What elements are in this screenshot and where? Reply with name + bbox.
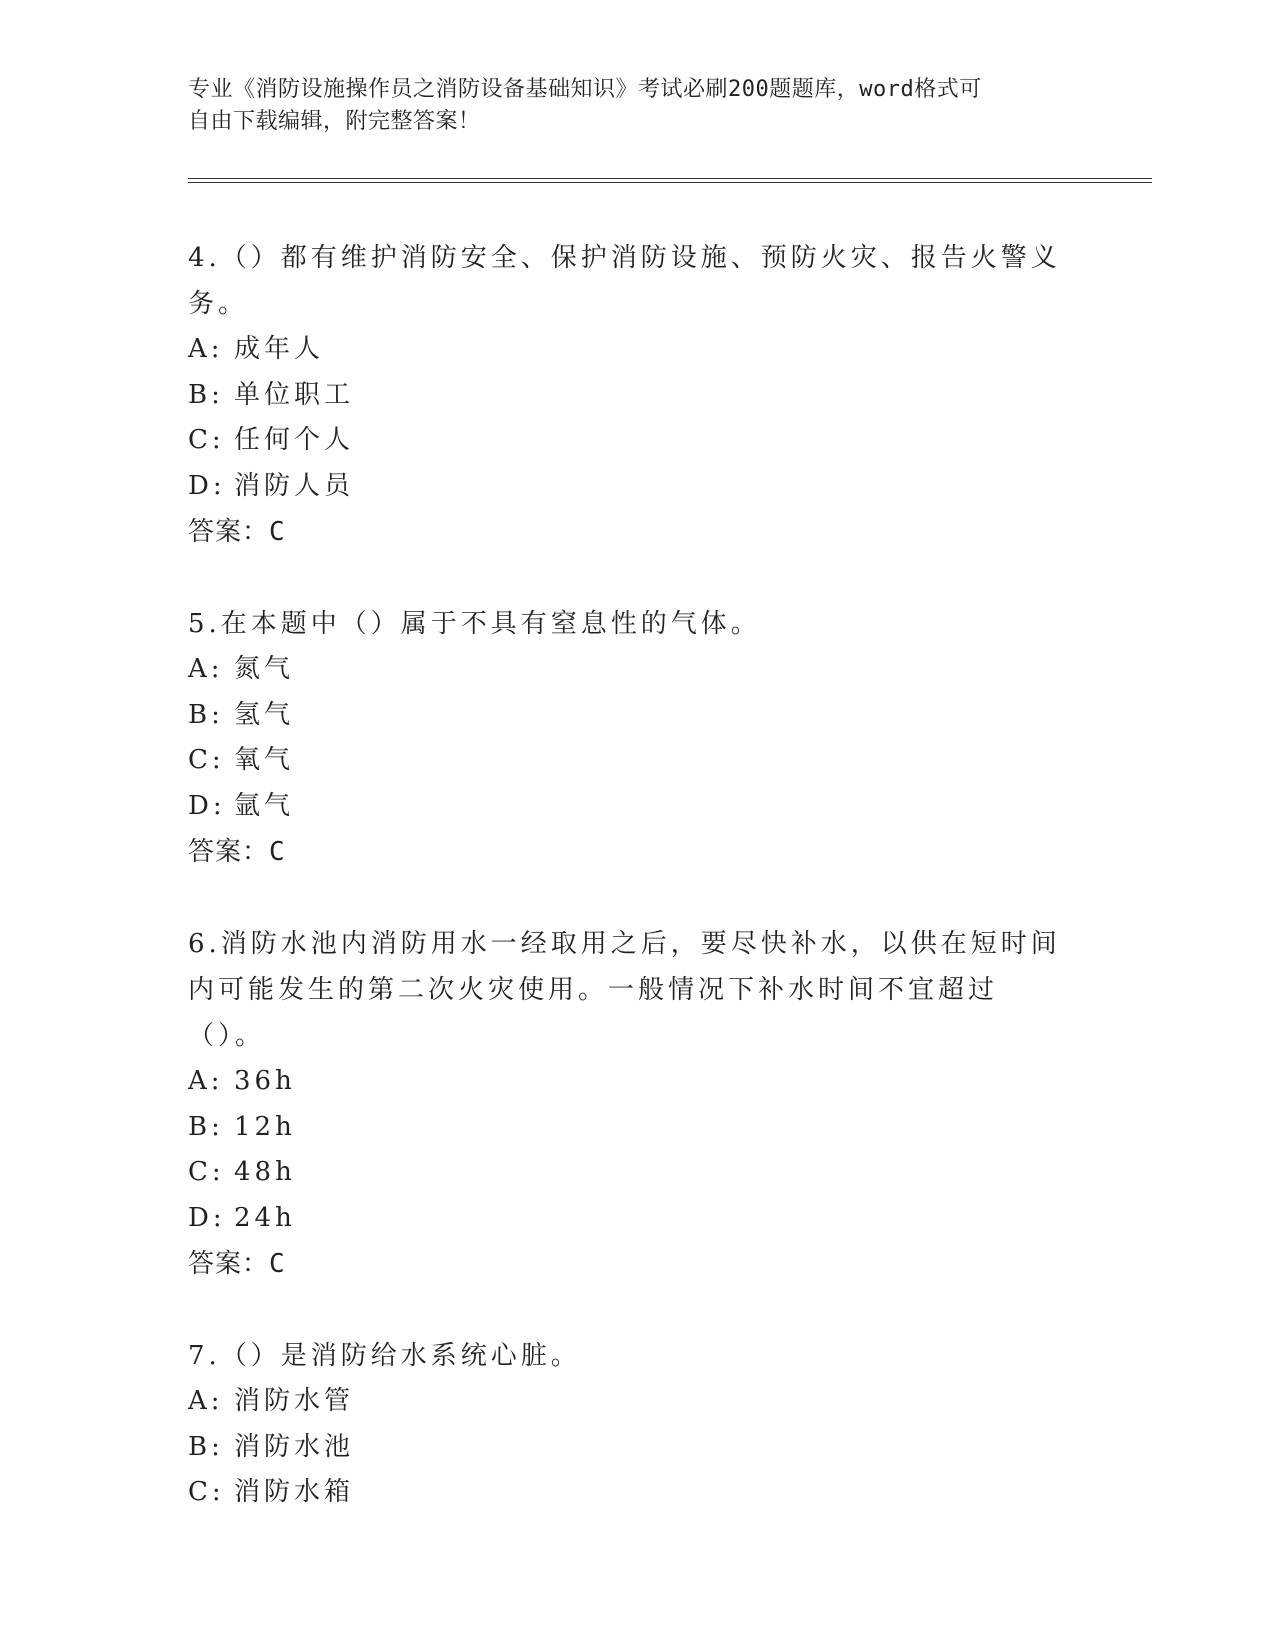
- option-d: [188, 1196, 1068, 1242]
- option-b: [188, 373, 1068, 419]
- option-letter: D:: [188, 470, 226, 501]
- question-stem: 7.（）是消防给水系统心脏。: [188, 1341, 581, 1371]
- answer-line: 答案：C: [188, 837, 286, 867]
- header-title-line-1: 专业《消防设施操作员之消防设备基础知识》考试必刷200题题库，word格式可: [188, 77, 982, 102]
- option-text: 单位职工: [234, 379, 355, 410]
- option-text: 12h: [234, 1111, 296, 1142]
- question-stem: 4.（）都有维护消防安全、保护消防设施、预防火灾、报告火警义务。: [188, 243, 1061, 319]
- option-c: [188, 1470, 1068, 1516]
- option-letter: A:: [188, 654, 224, 684]
- option-letter: A:: [188, 334, 224, 364]
- option-letter: A:: [188, 1386, 224, 1416]
- option-text: 48h: [234, 1157, 296, 1187]
- question-5: [188, 601, 1068, 875]
- option-text: 氧气: [234, 745, 295, 775]
- option-letter: D:: [188, 1202, 226, 1233]
- option-text: 36h: [234, 1066, 296, 1096]
- answer-line: 答案：C: [188, 1249, 286, 1279]
- option-text: 消防水池: [234, 1431, 355, 1462]
- option-c: [188, 738, 1068, 784]
- option-letter: C:: [188, 425, 225, 455]
- option-letter: A:: [188, 1066, 224, 1096]
- option-text: 消防水管: [234, 1386, 355, 1416]
- option-letter: B:: [188, 1111, 224, 1142]
- option-text: 24h: [234, 1202, 296, 1233]
- option-text: 任何个人: [234, 425, 355, 455]
- option-d: [188, 464, 1068, 510]
- option-b: [188, 1425, 1068, 1471]
- option-text: 氮气: [234, 654, 295, 684]
- option-letter: B:: [188, 1431, 224, 1462]
- question-7: [188, 1333, 1068, 1516]
- option-letter: C:: [188, 745, 225, 775]
- question-6: [188, 921, 1068, 1287]
- question-list: [188, 235, 1068, 1562]
- option-letter: B:: [188, 699, 224, 730]
- option-text: 消防人员: [234, 470, 355, 501]
- option-a: [188, 647, 1068, 693]
- question-4: [188, 235, 1068, 555]
- option-c: [188, 418, 1068, 464]
- header-divider-bottom: [188, 182, 1152, 183]
- option-letter: C:: [188, 1157, 225, 1187]
- option-text: 氩气: [234, 790, 295, 821]
- question-stem: 6.消防水池内消防用水一经取用之后，要尽快补水，以供在短时间内可能发生的第二次火灾使用。一般情况下补水时间不宜超过（）。: [188, 929, 1061, 1051]
- option-letter: B:: [188, 379, 224, 410]
- option-letter: C:: [188, 1477, 225, 1507]
- option-c: [188, 1150, 1068, 1196]
- option-text: 成年人: [234, 334, 325, 364]
- option-a: [188, 327, 1068, 373]
- option-letter: D:: [188, 790, 226, 821]
- option-a: [188, 1059, 1068, 1105]
- option-b: [188, 693, 1068, 739]
- option-text: 氢气: [234, 699, 295, 730]
- option-b: [188, 1105, 1068, 1151]
- option-a: [188, 1379, 1068, 1425]
- header-title-line-2: 自由下载编辑，附完整答案！: [188, 109, 481, 134]
- option-text: 消防水箱: [234, 1477, 355, 1507]
- answer-line: 答案：C: [188, 517, 286, 547]
- document-header: [188, 74, 1068, 138]
- header-divider-top: [188, 178, 1152, 179]
- question-stem: 5.在本题中（）属于不具有窒息性的气体。: [188, 609, 761, 639]
- option-d: [188, 784, 1068, 830]
